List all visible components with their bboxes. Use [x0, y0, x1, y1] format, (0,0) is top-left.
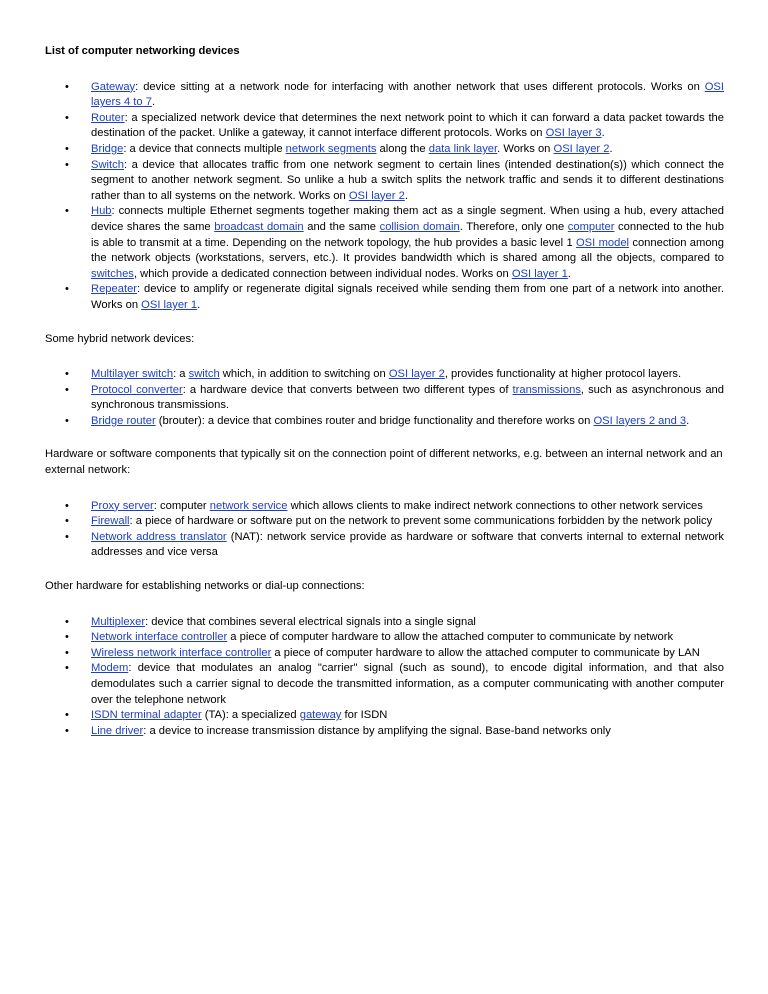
hyperlink[interactable]: OSI layer 2: [348, 189, 405, 202]
document-title: List of computer networking devices: [45, 45, 240, 57]
hyperlink[interactable]: Repeater: [91, 283, 138, 296]
bullet-icon: •: [65, 414, 69, 427]
list-item: • Modem: device that modulates an analog "carrier" signal (such as sound), to encode digital information, and that also demodulates such a carrier signal to decode the transmitted information, as a computer communicating with another computer over the telephone network: [65, 662, 724, 706]
bullet-icon: •: [65, 80, 69, 93]
bullet-icon: •: [65, 709, 69, 722]
list-item: • Repeater: device to amplify or regenerate digital signals received while sending them from one part of a network into another. Works on OSI layer 1.: [65, 283, 724, 311]
bullet-icon: •: [65, 662, 69, 675]
list-item: • Bridge: a device that connects multiple network segments along the data link layer. Works on OSI layer 2.: [45, 142, 724, 158]
list-item: • Multilayer switch: a switch which, in addition to switching on OSI layer 2, provides functionality at higher protocol layers.: [45, 367, 724, 383]
bullet-icon: •: [65, 515, 69, 528]
hyperlink[interactable]: Multilayer switch: [91, 368, 174, 381]
bullet-icon: •: [65, 615, 69, 628]
list-item: • ISDN terminal adapter (TA): a specialized gateway for ISDN: [45, 708, 724, 724]
hyperlink[interactable]: switches: [91, 267, 134, 280]
list-item: • Hub: connects multiple Ethernet segments together making them act as a single segment. When using a hub, every attached device shares the same broadcast domain and the same collision domain. Therefore, only one computer connected to the hub is able to transmit at a time. Depending on the network topology, the hub provides a basic level 1 OSI model connection among the network objects (workstations, servers, etc.). It provides bandwidth which is shared among all the objects, compared to switches, which provide a dedicated connection between individual nodes. Works on OSI layer 1.: [65, 205, 724, 280]
hyperlink[interactable]: transmissions: [512, 383, 581, 396]
hyperlink[interactable]: Network interface controller: [91, 631, 228, 644]
hyperlink[interactable]: Proxy server: [91, 499, 154, 512]
hyperlink[interactable]: Modem: [91, 662, 129, 675]
hyperlink[interactable]: Gateway: [91, 80, 136, 93]
section-heading: Other hardware for establishing networks or dial-up connections:: [45, 580, 365, 593]
hyperlink[interactable]: computer: [567, 220, 615, 233]
bullet-icon: •: [65, 530, 69, 543]
hyperlink[interactable]: OSI layer 1: [141, 298, 198, 311]
hyperlink[interactable]: network service: [209, 499, 288, 512]
hyperlink[interactable]: Hub: [91, 205, 112, 218]
hyperlink[interactable]: Router: [91, 111, 125, 124]
hyperlink[interactable]: OSI layer 3: [545, 127, 602, 140]
hyperlink[interactable]: OSI layer 2: [388, 368, 445, 381]
hyperlink[interactable]: OSI layers 2 and 3: [593, 414, 687, 427]
hyperlink[interactable]: Wireless network interface controller: [91, 646, 272, 659]
list-item: • Line driver: a device to increase transmission distance by amplifying the signal. Base-band networks only: [45, 724, 724, 740]
hyperlink[interactable]: ISDN terminal adapter: [91, 709, 202, 722]
list-item: • Firewall: a piece of hardware or software put on the network to prevent some communications forbidden by the network policy: [45, 514, 724, 530]
hyperlink[interactable]: switch: [188, 368, 220, 381]
bullet-icon: •: [65, 142, 69, 155]
list-item: • Wireless network interface controller a piece of computer hardware to allow the attached computer to communicate by LAN: [45, 646, 724, 662]
bullet-list: [45, 499, 724, 561]
list-item: • Multiplexer: device that combines several electrical signals into a single signal: [45, 615, 724, 631]
hyperlink[interactable]: collision domain: [379, 220, 460, 233]
bullet-icon: •: [65, 724, 69, 737]
list-item: • Protocol converter: a hardware device that converts between two different types of transmissions, such as asynchronous and synchronous transmissions.: [65, 383, 724, 412]
hyperlink[interactable]: data link layer: [428, 142, 498, 155]
hyperlink[interactable]: Multiplexer: [91, 615, 146, 628]
hyperlink[interactable]: broadcast domain: [214, 220, 304, 233]
bullet-list: [45, 367, 724, 429]
document-body: [45, 80, 724, 740]
hyperlink[interactable]: Bridge: [91, 142, 124, 155]
bullet-list: [45, 615, 724, 740]
hyperlink[interactable]: Bridge router: [91, 414, 156, 427]
bullet-icon: •: [65, 283, 69, 296]
bullet-icon: •: [65, 205, 69, 218]
hyperlink[interactable]: OSI layers 4 to 7: [91, 80, 724, 109]
hyperlink[interactable]: Switch: [91, 158, 124, 171]
hyperlink[interactable]: Line driver: [91, 724, 144, 737]
list-item: • Network interface controller a piece of computer hardware to allow the attached computer to communicate by network: [45, 630, 724, 646]
bullet-icon: •: [65, 499, 69, 512]
section-heading: Some hybrid network devices:: [45, 332, 195, 345]
bullet-icon: •: [65, 111, 69, 124]
bullet-icon: •: [65, 383, 69, 396]
hyperlink[interactable]: network segments: [285, 142, 377, 155]
hyperlink[interactable]: OSI layer 1: [511, 267, 568, 280]
bullet-icon: •: [65, 158, 69, 171]
list-item: • Network address translator (NAT): network service provide as hardware or software that converts internal to external network addresses and vice versa: [65, 530, 724, 559]
bullet-icon: •: [65, 368, 69, 381]
bullet-list: [45, 80, 724, 314]
hyperlink[interactable]: Network address translator: [91, 530, 227, 543]
list-item: • Gateway: device sitting at a network node for interfacing with another network that uses different protocols. Works on OSI layers 4 to 7.: [65, 80, 724, 109]
list-item: • Switch: a device that allocates traffic from one network segment to certain lines (intended destination(s)) which connect the segment to another network segment. So unlike a hub a switch splits the network traffic and sends it to different destinations rather than to all systems on the network. Works on OSI layer 2.: [65, 158, 724, 202]
hyperlink[interactable]: OSI layer 2: [553, 142, 610, 155]
hyperlink[interactable]: gateway: [299, 709, 342, 722]
list-item: • Bridge router (brouter): a device that combines router and bridge functionality and therefore works on OSI layers 2 and 3.: [45, 414, 724, 430]
hyperlink[interactable]: Protocol converter: [91, 383, 183, 396]
bullet-icon: •: [65, 646, 69, 659]
hyperlink[interactable]: Firewall: [91, 515, 130, 528]
section-heading: Hardware or software components that typically sit on the connection point of different networks, e.g. between an internal network and an external network:: [45, 448, 723, 477]
list-item: • Router: a specialized network device that determines the next network point to which it can forward a data packet towards the destination of the packet. Unlike a gateway, it cannot interface different protocols. Works on OSI layer 3.: [65, 111, 724, 140]
bullet-icon: •: [65, 631, 69, 644]
hyperlink[interactable]: OSI model: [575, 236, 630, 249]
list-item: • Proxy server: computer network service which allows clients to make indirect network connections to other network services: [45, 499, 724, 515]
